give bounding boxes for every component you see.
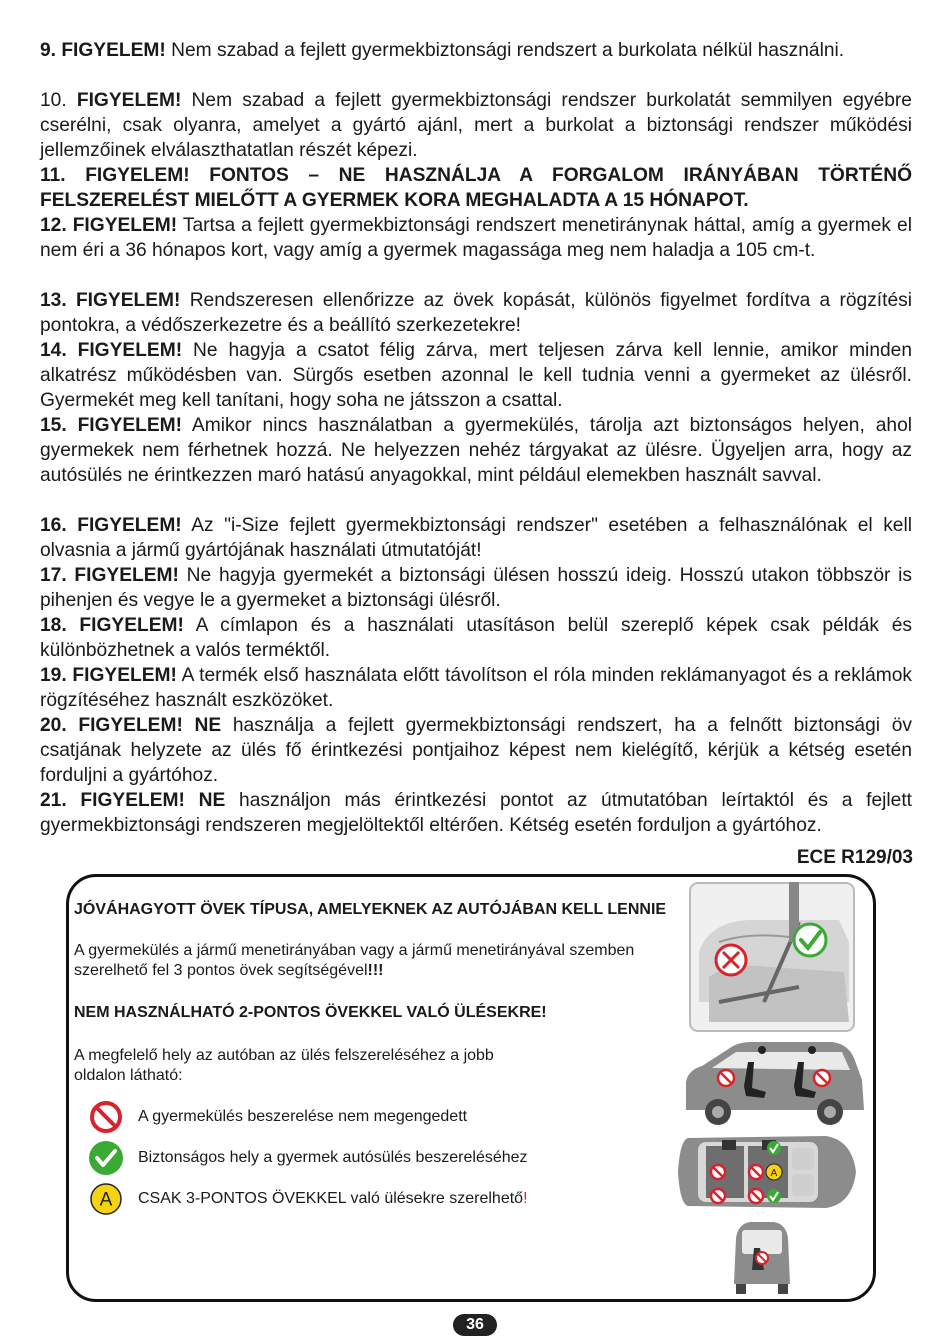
- warning-17: 17. FIGYELEM! Ne hagyja gyermekét a biztonsági ülésen hosszú ideig. Hosszú utakon többször is pihenjen és vegye le a gyermeket a biztonsági ülésről.: [40, 565, 913, 611]
- check-icon-top: [767, 1141, 781, 1155]
- warning-15: 15. FIGYELEM! Amikor nincs használatban a gyermekülés, tárolja azt biztonságos helyen, ahol gyermekek nem férhetnek hozzá. Ne helyezzen nehéz tárgyakat az ülésre. Ügyeljen arra, hogy az autósülés ne érintkezzen maró hatású anyagokkal, mint például elemekben használt savval.: [40, 415, 913, 486]
- prohibited-icon-rear-bottom: [711, 1189, 725, 1203]
- box-heading: JÓVÁHAGYOTT ÖVEK TÍPUSA, AMELYEKNEK AZ AUTÓJÁBAN KELL LENNIE: [74, 901, 667, 918]
- correct-belt-icon: [794, 924, 826, 956]
- prohibited-icon: [88, 1099, 124, 1135]
- warning-21: 21. FIGYELEM! NE használjon más érintkezési pontot az útmutatóban leírtaktól és a fejlett gyermekbiztonsági rendszeren megjelöltektől eltérően. Kétség esetén forduljon a gyártóhoz.: [40, 790, 913, 836]
- legend-prohibited: A gyermekülés beszerelése nem megengedett: [88, 1099, 467, 1135]
- warning-13: 13. FIGYELEM! Rendszeresen ellenőrizze az övek kopását, különös figyelmet fordítva a rögzítési pontokra, a védőszerkezetre és a beállító szerkezetekre!: [40, 290, 912, 336]
- warning-9: 9. FIGYELEM! Nem szabad a fejlett gyermekbiztonsági rendszert a burkolata nélkül használni.: [40, 40, 845, 61]
- warning-19: 19. FIGYELEM! A termék első használata előtt távolítson el róla minden reklámanyagot és a reklámok rögzítéséhez használt eszközöket.: [40, 665, 912, 711]
- prohibited-icon-mid: [749, 1165, 763, 1179]
- a-circle-icon: [88, 1181, 124, 1217]
- prohibited-icon-side-rear: [814, 1070, 830, 1086]
- check-icon: [88, 1140, 124, 1176]
- warning-20: 20. FIGYELEM! NE használja a fejlett gyermekbiztonsági rendszert, ha a felnőtt biztonsági öv csatjának helyzete az ülés fő érintkezési pontjaihoz képest nem kielégítő, kérjük a kétség esetén forduljni a gyártóhoz.: [40, 715, 912, 786]
- ece-standard: ECE R129/03: [796, 847, 913, 868]
- a-symbol: A: [99, 1189, 113, 1211]
- legend-safe: Biztonságos hely a gyermek autósülés beszereléséhez: [88, 1140, 528, 1176]
- box-place: A megfelelő hely az autóban az ülés felszereléséhez a jobb oldalon látható:: [74, 1047, 494, 1084]
- a-circle-icon-top-view: [766, 1164, 782, 1180]
- car-top-view: [676, 1130, 858, 1214]
- box-no-2point: NEM HASZNÁLHATÓ 2-PONTOS ÖVEKKEL VALÓ ÜLÉSEKRE!: [74, 1004, 547, 1021]
- seat-belt-photo: [689, 882, 855, 1032]
- check-icon-bottom: [767, 1189, 781, 1203]
- warning-11: 11. FIGYELEM! FONTOS – NE HASZNÁLJA A FORGALOM IRÁNYÁBAN TÖRTÉNŐ FELSZERELÉST MIELŐTT A GYERMEK KORA MEGHALADTA A 15 HÓNAPOT.: [40, 165, 912, 211]
- prohibited-icon-side-front: [718, 1070, 734, 1086]
- box-intro: A gyermekülés a jármű menetirányában vagy a jármű menetirányával szemben szerelhető fel 3 pontos övek segítségével!!!: [74, 942, 635, 979]
- car-rear-view: [730, 1218, 794, 1296]
- warning-18: 18. FIGYELEM! A címlapon és a használati utasításon belül szereplő képek csak példák és különbözhetnek a valós terméktől.: [40, 615, 912, 661]
- car-side-view: [682, 1040, 866, 1126]
- prohibited-icon-mid-bottom: [749, 1189, 763, 1203]
- prohibited-icon-rear-view: [756, 1252, 768, 1264]
- legend-3point: A CSAK 3-PONTOS ÖVEKKEL való ülésekre szerelhető!: [88, 1181, 528, 1217]
- warning-14: 14. FIGYELEM! Ne hagyja a csatot félig zárva, mert teljesen zárva kell lennie, amikor minden alkatrész működésben van. Sürgős esetben azonnal le kell tudnia venni a gyermeket az ülésről. Gyermekét meg kell tanítani, hogy soha ne játsszon a csattal.: [40, 340, 913, 411]
- page-number: 36: [453, 1314, 497, 1336]
- wrong-belt-icon: [716, 945, 746, 975]
- warning-10: 10. FIGYELEM! Nem szabad a fejlett gyermekbiztonsági rendszer burkolatát semmilyen egyébre cserélni, csak olyanra, amelyet a gyártó ajánl, mert a burkolat a biztonsági rendszer működési jellemzőinek elválaszthatatlan részét képezi.: [40, 90, 912, 161]
- warning-12: 12. FIGYELEM! Tartsa a fejlett gyermekbiztonsági rendszert menetiránynak háttal, amíg a gyermek el nem éri a 36 hónapos kort, vagy amíg a gyermek magassága meg nem haladja a 105 cm-t.: [40, 215, 912, 261]
- a-symbol-top: A: [770, 1168, 778, 1179]
- warning-16: 16. FIGYELEM! Az "i-Size fejlett gyermekbiztonsági rendszer" esetében a felhasználónak el kell olvasnia a jármű gyártójának használati útmutatóját!: [40, 515, 913, 561]
- prohibited-icon-rear-left: [711, 1165, 725, 1179]
